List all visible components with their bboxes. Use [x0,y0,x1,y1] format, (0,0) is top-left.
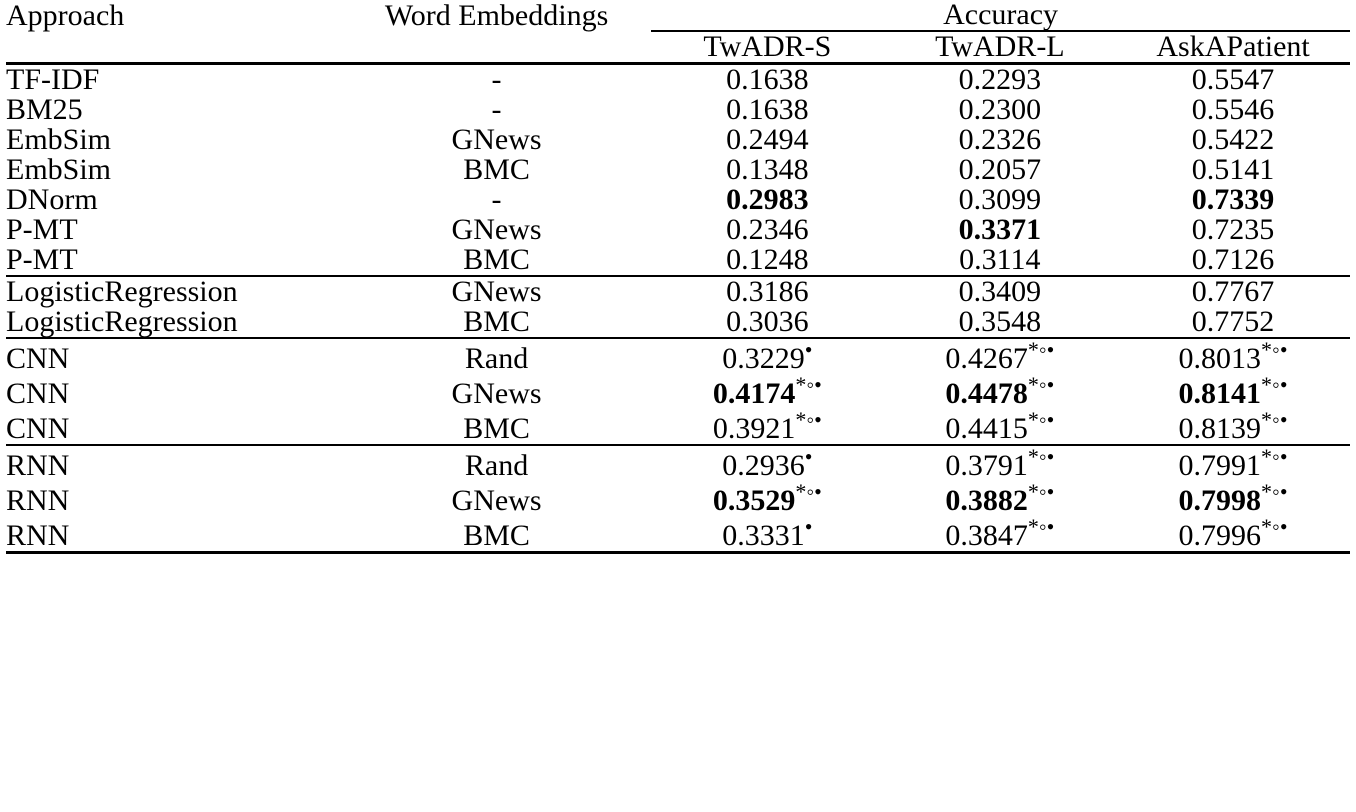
cell-value: 0.7998 [1178,484,1262,517]
cell-askapatient [1116,95,1350,125]
cell-word-embeddings: GNews [342,276,651,307]
header-approach: Approach [6,0,125,32]
cell-value: 0.2494 [726,123,809,156]
significance-marks: • [804,337,813,362]
cell-twadr-s [651,481,884,516]
cell-approach: LogisticRegression [6,305,238,338]
significance-marks: *◦• [795,407,822,432]
table-row [6,374,1350,409]
header-col-askapatient: AskAPatient [1156,30,1310,63]
cell-askapatient [1116,125,1350,155]
cell-value: 0.8013 [1178,342,1262,375]
cell-twadr-l [884,338,1117,374]
cell-value: 0.3099 [958,183,1042,216]
significance-marks: *◦• [1027,479,1055,504]
cell-value: 0.7996 [1178,519,1262,552]
cell-twadr-s [651,64,884,96]
cell-twadr-l [884,374,1117,409]
cell-approach: CNN [6,412,70,445]
cell-value: 0.3229 [722,342,805,375]
cell-twadr-s [651,409,884,445]
cell-approach: P-MT [6,243,78,276]
cell-value: 0.3331 [722,519,805,552]
cell-askapatient [1116,307,1350,338]
significance-marks: *◦• [795,479,822,504]
cell-askapatient [1116,481,1350,516]
header-col-twadr-l: TwADR-L [935,30,1065,63]
cell-value: 0.3114 [959,243,1041,276]
cell-word-embeddings: GNews [451,484,542,517]
cell-twadr-l [884,215,1117,245]
table-row [6,516,1350,553]
cell-value: 0.3186 [726,275,809,308]
cell-word-embeddings: Rand [342,338,651,374]
results-table [6,0,1350,554]
header-accuracy-group: Accuracy [943,0,1059,31]
significance-marks: *◦• [1027,444,1055,469]
table-row [6,338,1350,374]
header-spacer-2 [342,31,651,64]
cell-askapatient [1116,64,1350,96]
table-row [6,307,1350,338]
cell-value: 0.4415 [945,412,1028,445]
significance-marks: *◦• [1261,372,1288,397]
cell-twadr-l [884,95,1117,125]
cell-twadr-l [884,245,1117,276]
cell-word-embeddings: - [491,93,502,126]
cell-value: 0.2293 [958,63,1042,96]
cell-twadr-l [884,64,1117,96]
cell-value: 0.5141 [1191,153,1275,186]
header-col-twadr-s: TwADR-S [703,30,832,63]
cell-value: 0.5422 [1191,123,1275,156]
cell-askapatient [1116,245,1350,276]
cell-approach: CNN [6,338,342,374]
cell-value: 0.1348 [726,153,809,186]
cell-approach: DNorm [6,183,98,216]
cell-value: 0.1638 [726,63,809,96]
cell-value: 0.2057 [958,153,1042,186]
cell-askapatient [1116,155,1350,185]
table-row [6,185,1350,215]
cell-twadr-s [651,125,884,155]
cell-approach: RNN [6,516,342,553]
table-row [6,409,1350,445]
table-row [6,276,1350,307]
cell-twadr-s [651,374,884,409]
cell-value: 0.4267 [945,342,1028,375]
table-row [6,481,1350,516]
cell-twadr-s [651,215,884,245]
cell-askapatient [1116,338,1350,374]
cell-twadr-s [651,445,884,481]
cell-twadr-l [884,307,1117,338]
cell-word-embeddings: GNews [451,123,542,156]
cell-twadr-l [884,125,1117,155]
cell-approach: EmbSim [6,153,112,186]
cell-value: 0.2300 [958,93,1042,126]
cell-value: 0.7235 [1191,213,1275,246]
cell-twadr-s [651,95,884,125]
cell-approach: LogisticRegression [6,276,342,307]
cell-value: 0.8141 [1178,377,1262,410]
cell-askapatient [1116,276,1350,307]
cell-value: 0.7752 [1191,305,1275,338]
cell-value: 0.3921 [712,412,796,445]
significance-marks: *◦• [1027,514,1055,539]
significance-marks: *◦• [1261,479,1288,504]
significance-marks: *◦• [1261,337,1288,362]
table-row [6,215,1350,245]
header-row-group [6,0,1350,30]
cell-twadr-l [884,155,1117,185]
significance-marks: *◦• [1261,444,1288,469]
cell-approach: RNN [6,445,342,481]
cell-twadr-s [651,276,884,307]
cell-value: 0.1248 [726,243,809,276]
cell-value: 0.7126 [1191,243,1275,276]
cell-twadr-s [651,245,884,276]
significance-marks: *◦• [795,372,822,397]
cell-word-embeddings: GNews [451,377,542,410]
cell-word-embeddings: - [342,64,651,96]
cell-value: 0.2983 [726,183,809,216]
cell-value: 0.3847 [945,519,1028,552]
cell-value: 0.2936 [722,449,805,482]
cell-askapatient [1116,185,1350,215]
header-word-embeddings: Word Embeddings [384,0,609,32]
cell-twadr-s [651,307,884,338]
cell-word-embeddings: - [491,183,502,216]
cell-askapatient [1116,516,1350,553]
table-row [6,245,1350,276]
cell-value: 0.8139 [1178,412,1262,445]
table-row [6,125,1350,155]
significance-marks: • [804,444,813,469]
cell-value: 0.5547 [1191,63,1275,96]
cell-value: 0.7991 [1178,449,1262,482]
cell-askapatient [1116,409,1350,445]
significance-marks: *◦• [1027,337,1055,362]
cell-value: 0.7767 [1191,275,1275,308]
cell-twadr-l [884,409,1117,445]
cell-value: 0.3882 [945,484,1028,517]
cell-approach: BM25 [6,93,83,126]
header-row-columns [6,31,1350,64]
cell-askapatient [1116,445,1350,481]
cell-twadr-s [651,155,884,185]
cell-value: 0.3548 [958,305,1042,338]
cell-approach: CNN [6,377,70,410]
cell-twadr-l [884,276,1117,307]
cell-value: 0.2346 [726,213,809,246]
cell-value: 0.4478 [945,377,1028,410]
cell-value: 0.7339 [1191,183,1275,216]
cell-value: 0.1638 [726,93,809,126]
table-row [6,155,1350,185]
cell-twadr-s [651,185,884,215]
cell-value: 0.2326 [958,123,1042,156]
cell-word-embeddings: BMC [463,153,530,186]
cell-twadr-s [651,338,884,374]
cell-value: 0.3529 [712,484,796,517]
cell-value: 0.3371 [958,213,1042,246]
significance-marks: *◦• [1027,372,1055,397]
cell-askapatient [1116,374,1350,409]
cell-approach: TF-IDF [6,64,342,96]
cell-twadr-s [651,516,884,553]
table-row [6,445,1350,481]
cell-word-embeddings: Rand [342,445,651,481]
cell-word-embeddings: BMC [463,243,530,276]
cell-twadr-l [884,185,1117,215]
cell-approach: EmbSim [6,123,112,156]
cell-twadr-l [884,481,1117,516]
cell-approach: P-MT [6,213,78,246]
significance-marks: • [804,514,813,539]
cell-value: 0.3409 [958,275,1042,308]
significance-marks: *◦• [1261,407,1288,432]
cell-word-embeddings: GNews [451,213,542,246]
cell-value: 0.5546 [1191,93,1275,126]
significance-marks: *◦• [1027,407,1055,432]
cell-word-embeddings: BMC [463,305,530,338]
cell-value: 0.3036 [726,305,809,338]
table-row [6,64,1350,96]
header-spacer-1 [6,31,342,64]
cell-twadr-l [884,516,1117,553]
cell-value: 0.3791 [945,449,1028,482]
significance-marks: *◦• [1261,514,1288,539]
cell-askapatient [1116,215,1350,245]
table-row [6,95,1350,125]
cell-approach: RNN [6,484,70,517]
cell-word-embeddings: BMC [463,412,530,445]
cell-twadr-l [884,445,1117,481]
cell-word-embeddings: BMC [342,516,651,553]
cell-value: 0.4174 [712,377,796,410]
